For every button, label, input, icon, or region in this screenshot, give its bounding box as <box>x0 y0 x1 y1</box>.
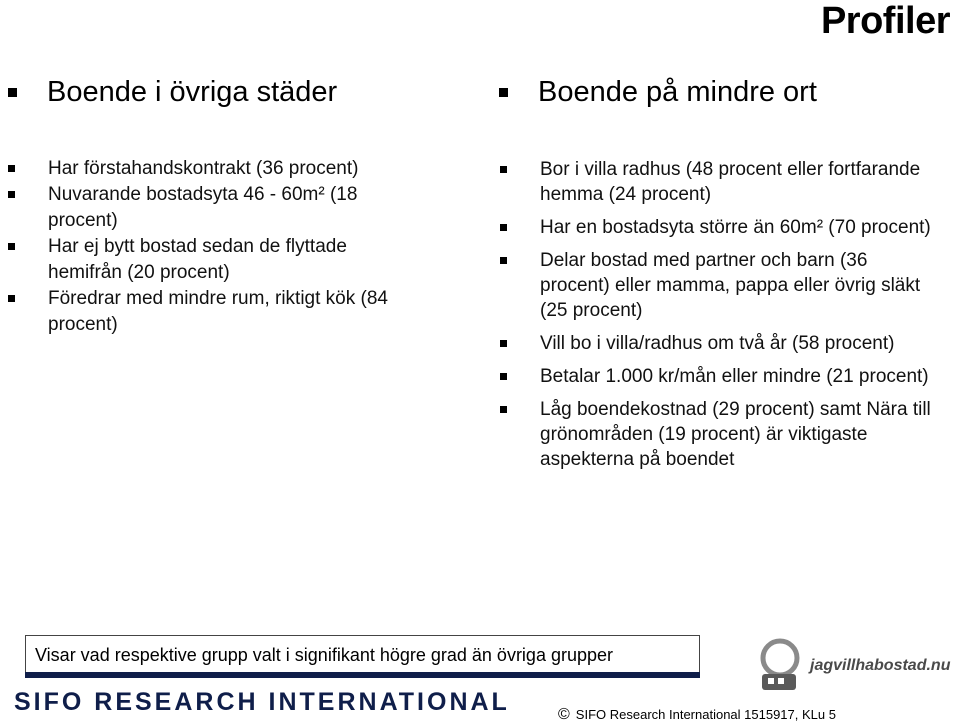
list-item <box>500 215 940 240</box>
bullet-square-icon <box>8 191 15 198</box>
left-column-heading <box>8 76 337 109</box>
list-item <box>8 234 408 286</box>
list-item <box>8 182 408 234</box>
bullet-square-icon <box>500 224 507 231</box>
logo-text: jagvillhabostad.nu <box>810 657 951 674</box>
left-bullet-list <box>8 156 408 338</box>
list-item-text: Nuvarande bostadsyta 46 - 60m² (18 procent) <box>48 184 358 231</box>
bullet-square-icon <box>500 406 507 413</box>
bullet-square-icon <box>8 165 15 172</box>
list-item <box>500 397 940 472</box>
bullet-square-icon <box>8 243 15 250</box>
bullet-square-icon <box>8 88 17 97</box>
copyright-text <box>558 706 836 724</box>
copyright-label: SIFO Research International 1515917, KLu 5 <box>575 707 836 722</box>
list-item-text: Vill bo i villa/radhus om två år (58 procent) <box>540 333 895 354</box>
list-item-text: Bor i villa radhus (48 procent eller fortfarande hemma (24 procent) <box>540 159 921 205</box>
footer-divider <box>25 672 700 678</box>
bullet-square-icon <box>500 257 507 264</box>
bullet-square-icon <box>499 88 508 97</box>
list-item-text: Låg boendekostnad (29 procent) samt Nära till grönområden (19 procent) är viktigaste aspekterna på boendet <box>540 399 931 470</box>
jagvillhabostad-logo <box>748 618 958 698</box>
right-column-heading-text: Boende på mindre ort <box>538 76 817 108</box>
list-item <box>500 364 940 389</box>
page-title: Profiler <box>820 0 950 42</box>
footer-note: Visar vad respektive grupp valt i signifikant högre grad än övriga grupper <box>35 645 613 665</box>
key-tag-window-icon <box>768 678 774 684</box>
bullet-square-icon <box>500 166 507 173</box>
footer-note-box <box>25 635 700 673</box>
list-item <box>8 156 408 182</box>
right-column-heading <box>499 76 817 109</box>
list-item <box>500 331 940 356</box>
list-item-text: Föredrar med mindre rum, riktigt kök (84 procent) <box>48 288 388 335</box>
list-item-text: Har en bostadsyta större än 60m² (70 procent) <box>540 217 931 238</box>
list-item-text: Delar bostad med partner och barn (36 procent) eller mamma, pappa eller övrig släkt (25 procent) <box>540 250 921 321</box>
list-item <box>8 286 408 338</box>
list-item-text: Har ej bytt bostad sedan de flyttade hemifrån (20 procent) <box>48 236 347 283</box>
bullet-square-icon <box>500 373 507 380</box>
bullet-square-icon <box>8 295 15 302</box>
copyright-icon: © <box>558 706 570 723</box>
list-item-text: Betalar 1.000 kr/mån eller mindre (21 procent) <box>540 366 929 387</box>
bullet-square-icon <box>500 340 507 347</box>
list-item <box>500 157 940 207</box>
list-item-text: Har förstahandskontrakt (36 procent) <box>48 158 359 179</box>
left-column-heading-text: Boende i övriga städer <box>47 76 338 108</box>
list-item <box>500 248 940 323</box>
key-tag-window-icon <box>778 678 784 684</box>
brand-wordmark: SIFO RESEARCH INTERNATIONAL <box>14 688 510 716</box>
key-ring-icon <box>763 641 797 675</box>
right-bullet-list <box>500 157 940 480</box>
